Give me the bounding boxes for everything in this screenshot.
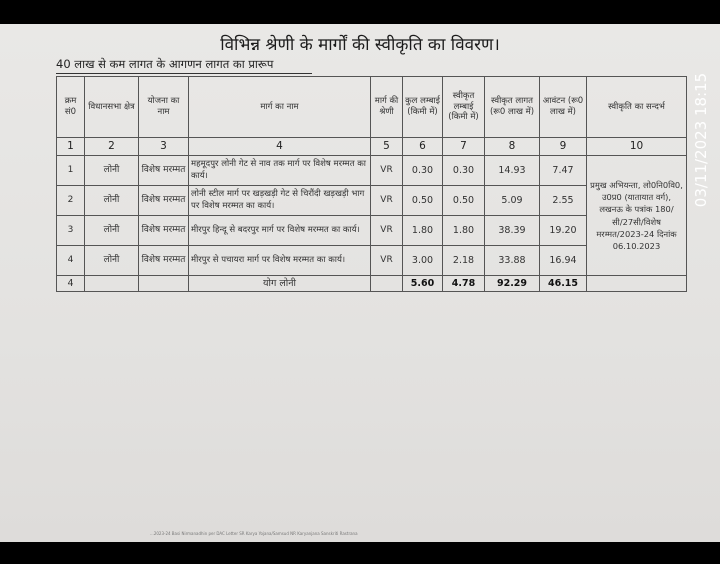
- header-constituency: विधानसभा क्षेत्र: [85, 77, 139, 138]
- column-number-row: [57, 138, 687, 156]
- header-road-name: मार्ग का नाम: [189, 77, 371, 138]
- cell-serial: 1: [57, 156, 85, 186]
- cell-serial: 3: [57, 216, 85, 246]
- cell-scheme: विशेष मरम्मत: [139, 246, 189, 276]
- header-sanctioned-cost: स्वीकृत लागत (रू0 लाख में): [485, 77, 540, 138]
- top-black-bar: [0, 0, 720, 24]
- allotment-sum: 46.15: [540, 276, 587, 292]
- sanction-table: [56, 76, 687, 292]
- cell-constituency: लोनी: [85, 156, 139, 186]
- photo-timestamp-text: 03/11/2023 18:15: [692, 72, 710, 208]
- cell-allotment: 19.20: [540, 216, 587, 246]
- cell-sanctioned-length: 0.30: [443, 156, 485, 186]
- header-allotment: आवंटन (रू0 लाख में): [540, 77, 587, 138]
- cell-sanctioned-length: 2.18: [443, 246, 485, 276]
- header-scheme: योजना का नाम: [139, 77, 189, 138]
- column-number: 4: [189, 138, 371, 156]
- cell-constituency: लोनी: [85, 186, 139, 216]
- cell-sanction-reference: प्रमुख अभियन्ता, लो0नि0वि0, उ0प्र0 (यातायात वर्ग), लखनऊ के पत्रांक 180/सी/27सी/विशेष मरम्मत/2023-24 दिनांक 06.10.2023: [587, 156, 687, 276]
- cell-road-name: लोनी स्टील मार्ग पर खड़खड़ी गेट से चिरौंदी खड़खड़ी भाग पर विशेष मरम्मत का कार्य।: [189, 186, 371, 216]
- column-number: 1: [57, 138, 85, 156]
- total-length-sum: 5.60: [403, 276, 443, 292]
- column-number: 9: [540, 138, 587, 156]
- cell-sanctioned-cost: 38.39: [485, 216, 540, 246]
- footer-file-path: ...2023-24 Basi Nirmanadhin per DAC Letter SR Karya Yojana/Samsud NR Karyanjana Sanskriti Rastrana: [150, 531, 358, 536]
- sanctioned-length-sum: 4.78: [443, 276, 485, 292]
- cell-allotment: 16.94: [540, 246, 587, 276]
- cell-total-length: 0.30: [403, 156, 443, 186]
- cell-sanctioned-cost: 33.88: [485, 246, 540, 276]
- column-number: 8: [485, 138, 540, 156]
- total-empty-cell: [139, 276, 189, 292]
- table-row: [57, 156, 687, 186]
- cell-constituency: लोनी: [85, 246, 139, 276]
- cell-allotment: 2.55: [540, 186, 587, 216]
- photo-timestamp: [686, 60, 716, 220]
- column-number: 5: [371, 138, 403, 156]
- column-number: 7: [443, 138, 485, 156]
- cell-scheme: विशेष मरम्मत: [139, 216, 189, 246]
- cell-allotment: 7.47: [540, 156, 587, 186]
- total-row: [57, 276, 687, 292]
- header-sanctioned-length: स्वीकृत लम्बाई (किमी में): [443, 77, 485, 138]
- sanctioned-cost-sum: 92.29: [485, 276, 540, 292]
- cell-scheme: विशेष मरम्मत: [139, 156, 189, 186]
- cell-sanctioned-length: 1.80: [443, 216, 485, 246]
- subtitle-underline: [56, 73, 312, 74]
- total-empty-cell: [85, 276, 139, 292]
- cell-category: VR: [371, 246, 403, 276]
- total-label: योग लोनी: [189, 276, 371, 292]
- column-number: 10: [587, 138, 687, 156]
- total-empty-cell: [587, 276, 687, 292]
- cell-category: VR: [371, 156, 403, 186]
- column-number: 6: [403, 138, 443, 156]
- cell-road-name: मीरपुर हिन्दू से बदरपुर मार्ग पर विशेष मरम्मत का कार्य।: [189, 216, 371, 246]
- document-title: विभिन्न श्रेणी के मार्गों की स्वीकृति का विवरण।: [220, 35, 500, 55]
- cell-total-length: 1.80: [403, 216, 443, 246]
- bottom-black-bar: [0, 542, 720, 564]
- document-page: [0, 24, 720, 542]
- cell-serial: 2: [57, 186, 85, 216]
- cell-sanctioned-length: 0.50: [443, 186, 485, 216]
- cell-total-length: 0.50: [403, 186, 443, 216]
- total-count: 4: [57, 276, 85, 292]
- cell-scheme: विशेष मरम्मत: [139, 186, 189, 216]
- cell-sanctioned-cost: 5.09: [485, 186, 540, 216]
- cell-constituency: लोनी: [85, 216, 139, 246]
- cell-category: VR: [371, 186, 403, 216]
- header-reference: स्वीकृति का सन्दर्भ: [587, 77, 687, 138]
- total-empty-cell: [371, 276, 403, 292]
- column-number: 2: [85, 138, 139, 156]
- header-serial: क्रम सं0: [57, 77, 85, 138]
- cell-sanctioned-cost: 14.93: [485, 156, 540, 186]
- cell-road-name: मीरपुर से पचायरा मार्ग पर विशेष मरम्मत का कार्य।: [189, 246, 371, 276]
- cell-category: VR: [371, 216, 403, 246]
- column-number: 3: [139, 138, 189, 156]
- cell-road-name: महमूदपुर लोनी गेट से नाव तक मार्ग पर विशेष मरम्मत का कार्य।: [189, 156, 371, 186]
- cell-total-length: 3.00: [403, 246, 443, 276]
- cell-serial: 4: [57, 246, 85, 276]
- table-header-row: [57, 77, 687, 138]
- document-subtitle: 40 लाख से कम लागत के आगणन लागत का प्रारूप: [56, 57, 274, 71]
- header-total-length: कुल लम्बाई (किमी में): [403, 77, 443, 138]
- header-category: मार्ग की श्रेणी: [371, 77, 403, 138]
